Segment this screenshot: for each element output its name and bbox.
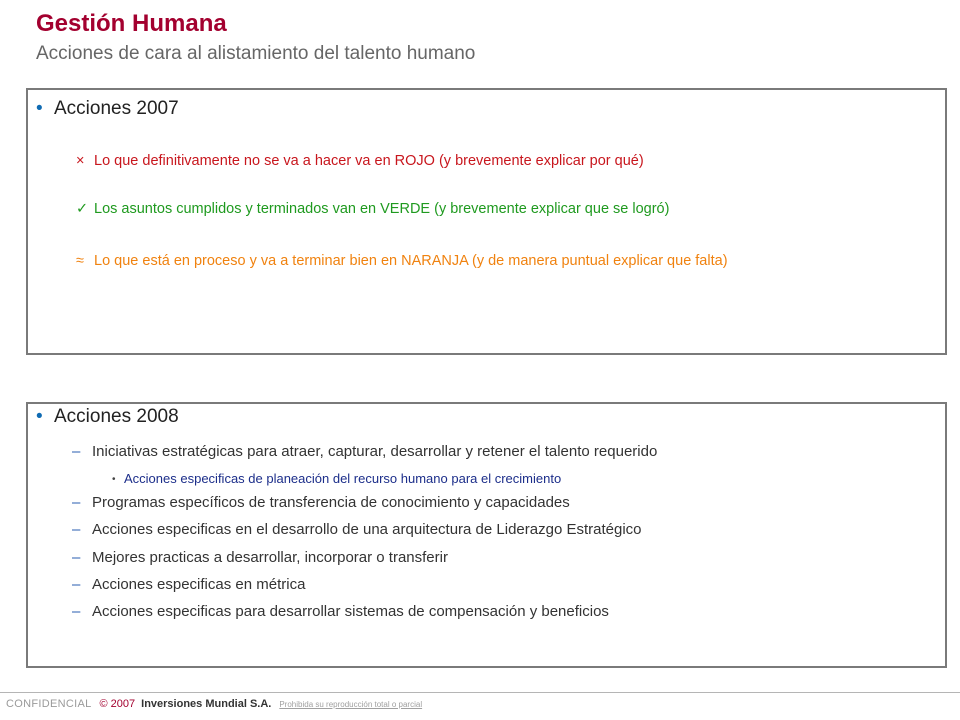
sub-list-item-text: Acciones especificas de planeación del recurso humano para el crecimiento xyxy=(124,471,562,486)
page-title: Gestión Humana xyxy=(36,10,227,37)
cross-icon: × xyxy=(76,153,85,169)
legend-item-red-text: Lo que definitivamente no se va a hacer va en ROJO (y brevemente explicar por qué) xyxy=(94,153,644,169)
list-item xyxy=(72,521,642,538)
confidential-label: CONFIDENCIAL xyxy=(6,698,92,710)
list-item-text: Acciones especificas en el desarrollo de una arquitectura de Liderazgo Estratégico xyxy=(92,521,642,538)
legend-item-green-text: Los asuntos cumplidos y terminados van en VERDE (y brevemente explicar que se logró) xyxy=(94,201,670,217)
dash-icon: – xyxy=(72,576,81,593)
acciones-2008-panel xyxy=(26,402,947,668)
bullet-icon: • xyxy=(36,406,43,427)
dash-icon: – xyxy=(72,494,81,511)
copyright-label: © 2007 xyxy=(99,698,136,710)
list-item-text: Iniciativas estratégicas para atraer, capturar, desarrollar y retener el talento requerido xyxy=(92,443,658,460)
legend-item-red xyxy=(76,153,644,169)
approx-icon: ≈ xyxy=(76,253,84,269)
list-item-text: Mejores practicas a desarrollar, incorporar o transferir xyxy=(92,549,448,566)
rights-notice: Prohibida su reproducción total o parcial xyxy=(279,700,423,709)
list-item xyxy=(72,549,448,566)
acciones-2007-heading-label: Acciones 2007 xyxy=(54,98,179,119)
checkmark-icon: ✓ xyxy=(76,201,89,217)
legend-item-orange-text: Lo que está en proceso y va a terminar bien en NARANJA (y de manera puntual explicar que falta) xyxy=(94,253,728,269)
list-item xyxy=(72,603,609,620)
legend-item-green xyxy=(76,201,669,217)
page-subtitle: Acciones de cara al alistamiento del talento humano xyxy=(36,43,476,64)
sub-list-item xyxy=(112,471,561,486)
list-item xyxy=(72,576,305,593)
acciones-2007-panel xyxy=(26,88,947,355)
list-item-text: Acciones especificas en métrica xyxy=(92,576,306,593)
bullet-icon: • xyxy=(112,474,116,485)
dash-icon: – xyxy=(72,521,81,538)
company-name: Inversiones Mundial S.A. xyxy=(141,698,272,710)
footer-divider xyxy=(0,692,960,693)
legend-item-orange xyxy=(76,253,728,269)
dash-icon: – xyxy=(72,603,81,620)
list-item-text: Acciones especificas para desarrollar sistemas de compensación y beneficios xyxy=(92,603,609,620)
acciones-2008-heading xyxy=(36,406,179,428)
list-item xyxy=(72,443,657,460)
list-item xyxy=(72,494,570,511)
list-item-text: Programas específicos de transferencia de conocimiento y capacidades xyxy=(92,494,570,511)
footer xyxy=(6,698,422,710)
acciones-2008-heading-label: Acciones 2008 xyxy=(54,406,179,427)
dash-icon: – xyxy=(72,443,81,460)
acciones-2007-heading xyxy=(36,98,179,120)
bullet-icon: • xyxy=(36,98,43,119)
dash-icon: – xyxy=(72,549,81,566)
